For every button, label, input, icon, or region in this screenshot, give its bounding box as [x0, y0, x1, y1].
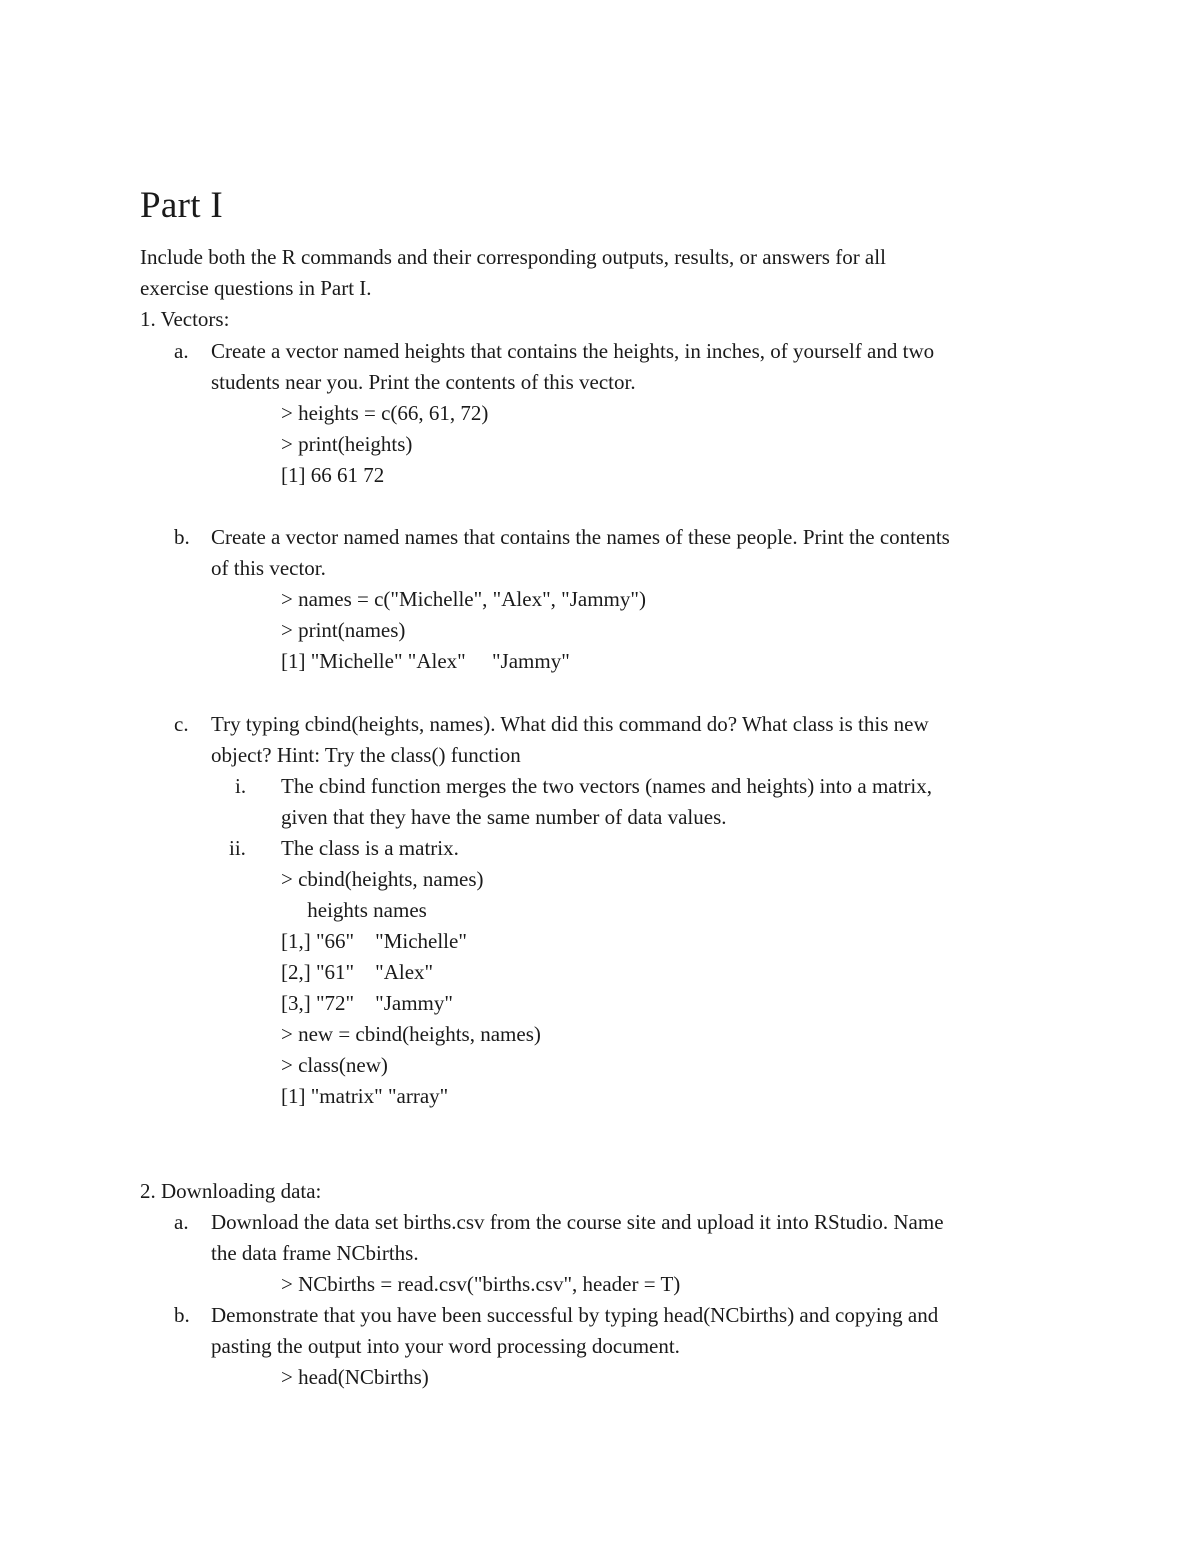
intro-line: exercise questions in Part I.	[140, 276, 372, 300]
intro-line: Include both the R commands and their corresponding outputs, results, or answers for all	[140, 245, 886, 269]
item-text: pasting the output into your word processing document.	[211, 1334, 680, 1358]
section-heading: 1. Vectors:	[140, 307, 230, 331]
code-line: [3,] "72" "Jammy"	[281, 991, 453, 1015]
code-line: [1,] "66" "Michelle"	[281, 929, 467, 953]
code-line: > names = c("Michelle", "Alex", "Jammy")	[281, 587, 646, 611]
item-text: Create a vector named names that contains the names of these people. Print the contents	[211, 525, 950, 549]
code-line: heights names	[281, 898, 427, 922]
code-line: > head(NCbirths)	[281, 1365, 429, 1389]
subitem-text: The cbind function merges the two vectors (names and heights) into a matrix,	[281, 774, 933, 798]
item-text: Create a vector named heights that contains the heights, in inches, of yourself and two	[211, 339, 935, 363]
code-line: > print(heights)	[281, 432, 413, 456]
code-line: > heights = c(66, 61, 72)	[281, 401, 489, 425]
code-line: [1] "Michelle" "Alex" "Jammy"	[281, 649, 570, 673]
code-line: [1] "matrix" "array"	[281, 1084, 449, 1108]
list-marker: i.	[235, 774, 247, 798]
item-text: Demonstrate that you have been successful by typing head(NCbirths) and copying and	[211, 1303, 939, 1327]
subitem-text: given that they have the same number of data values.	[281, 805, 727, 829]
section-heading: 2. Downloading data:	[140, 1179, 322, 1203]
list-marker: a.	[174, 339, 189, 363]
list-marker: a.	[174, 1210, 189, 1234]
item-text: students near you. Print the contents of this vector.	[211, 370, 636, 394]
list-marker: b.	[174, 1303, 190, 1327]
list-marker: b.	[174, 525, 190, 549]
list-marker: ii.	[229, 836, 246, 860]
item-text: of this vector.	[211, 556, 326, 580]
code-line: > new = cbind(heights, names)	[281, 1022, 541, 1046]
item-text: the data frame NCbirths.	[211, 1241, 419, 1265]
code-line: > print(names)	[281, 618, 406, 642]
code-line: > class(new)	[281, 1053, 388, 1077]
item-text: Try typing cbind(heights, names). What did this command do? What class is this new	[211, 712, 929, 736]
item-text: object? Hint: Try the class() function	[211, 743, 521, 767]
item-text: Download the data set births.csv from the course site and upload it into RStudio. Name	[211, 1210, 944, 1234]
subitem-text: The class is a matrix.	[281, 836, 459, 860]
code-line: [2,] "61" "Alex"	[281, 960, 434, 984]
code-line: > NCbirths = read.csv("births.csv", header = T)	[281, 1272, 681, 1296]
page-title: Part I	[140, 185, 223, 226]
code-line: > cbind(heights, names)	[281, 867, 484, 891]
list-marker: c.	[174, 712, 189, 736]
code-line: [1] 66 61 72	[281, 463, 385, 487]
